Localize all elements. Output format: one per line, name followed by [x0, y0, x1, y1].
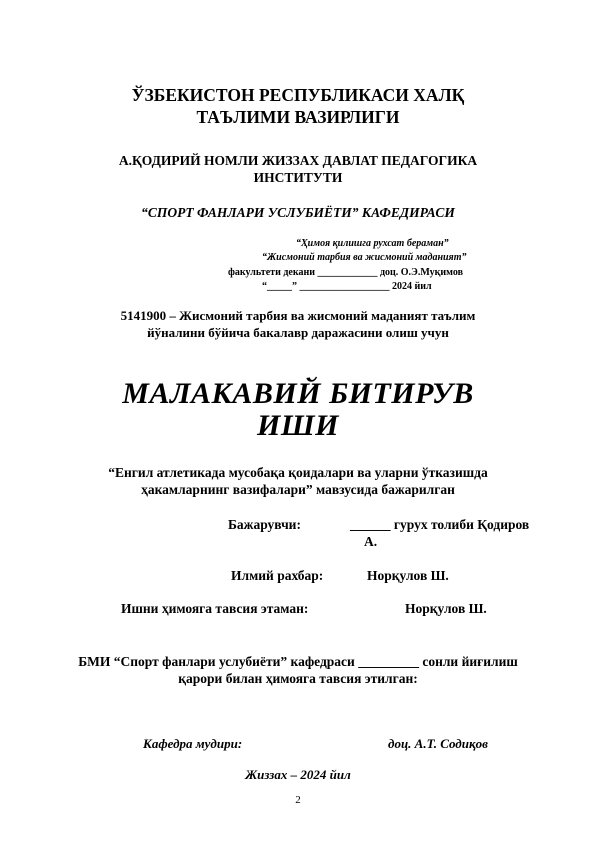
performer-value-cont: А. [364, 534, 378, 549]
institute-line-1: А.ҚОДИРИЙ НОМЛИ ЖИЗЗАХ ДАВЛАТ ПЕДАГОГИКА [118, 153, 478, 168]
supervisor-value: Норқулов Ш. [367, 568, 449, 583]
place-year: Жиззах – 2024 йил [245, 767, 351, 782]
approval-line-4: “_____” __________________ 2024 йил [262, 281, 432, 292]
ministry-line-2: ТАЪЛИМИ ВАЗИРЛИГИ [196, 107, 400, 127]
approval-line-1: “Ҳимоя қилишга рухсат бераман” [296, 238, 449, 249]
head-value: доц. А.Т. Содиқов [388, 736, 488, 751]
page-number: 2 [295, 794, 301, 806]
purpose-line-1: 5141900 – Жисмоний тарбия ва жисмоний маданият таълим [120, 308, 476, 323]
title-line-2: ИШИ [257, 409, 339, 442]
title-line-1: МАЛАКАВИЙ БИТИРУВ [122, 377, 474, 410]
decision-line-2: қарори билан ҳимояга тавсия этилган: [178, 671, 418, 686]
topic-line-1: “Енгил атлетикада мусобақа қоидалари ва уларни ўтказишда [108, 465, 488, 480]
supervisor-label: Илмий рахбар: [231, 568, 324, 583]
performer-label: Бажарувчи: [228, 517, 301, 532]
head-label: Кафедра мудири: [143, 736, 243, 751]
approval-line-3: факультети декани ____________ доц. О.Э.Муқимов [228, 267, 464, 278]
approval-line-2: “Жисмоний тарбия ва жисмоний маданият” [262, 252, 467, 263]
recommend-label: Ишни ҳимояга тавсия этаман: [121, 601, 309, 616]
institute-line-2: ИНСТИТУТИ [253, 170, 343, 185]
recommend-value: Норқулов Ш. [405, 601, 487, 616]
department-name: “СПОРТ ФАНЛАРИ УСЛУБИЁТИ” КАФЕДИРАСИ [141, 205, 455, 220]
purpose-line-2: йўналини бўйича бакалавр даражасини олиш учун [147, 325, 449, 340]
ministry-line-1: ЎЗБЕКИСТОН РЕСПУБЛИКАСИ ХАЛҚ [131, 85, 465, 105]
performer-value: ______ гурух толиби Қодиров [350, 517, 530, 532]
topic-line-2: ҳакамларнинг вазифалари” мавзусида бажарилган [141, 482, 455, 497]
decision-line-1: БМИ “Спорт фанлари услубиёти” кафедраси _________ сонли йиғилиш [78, 654, 518, 669]
